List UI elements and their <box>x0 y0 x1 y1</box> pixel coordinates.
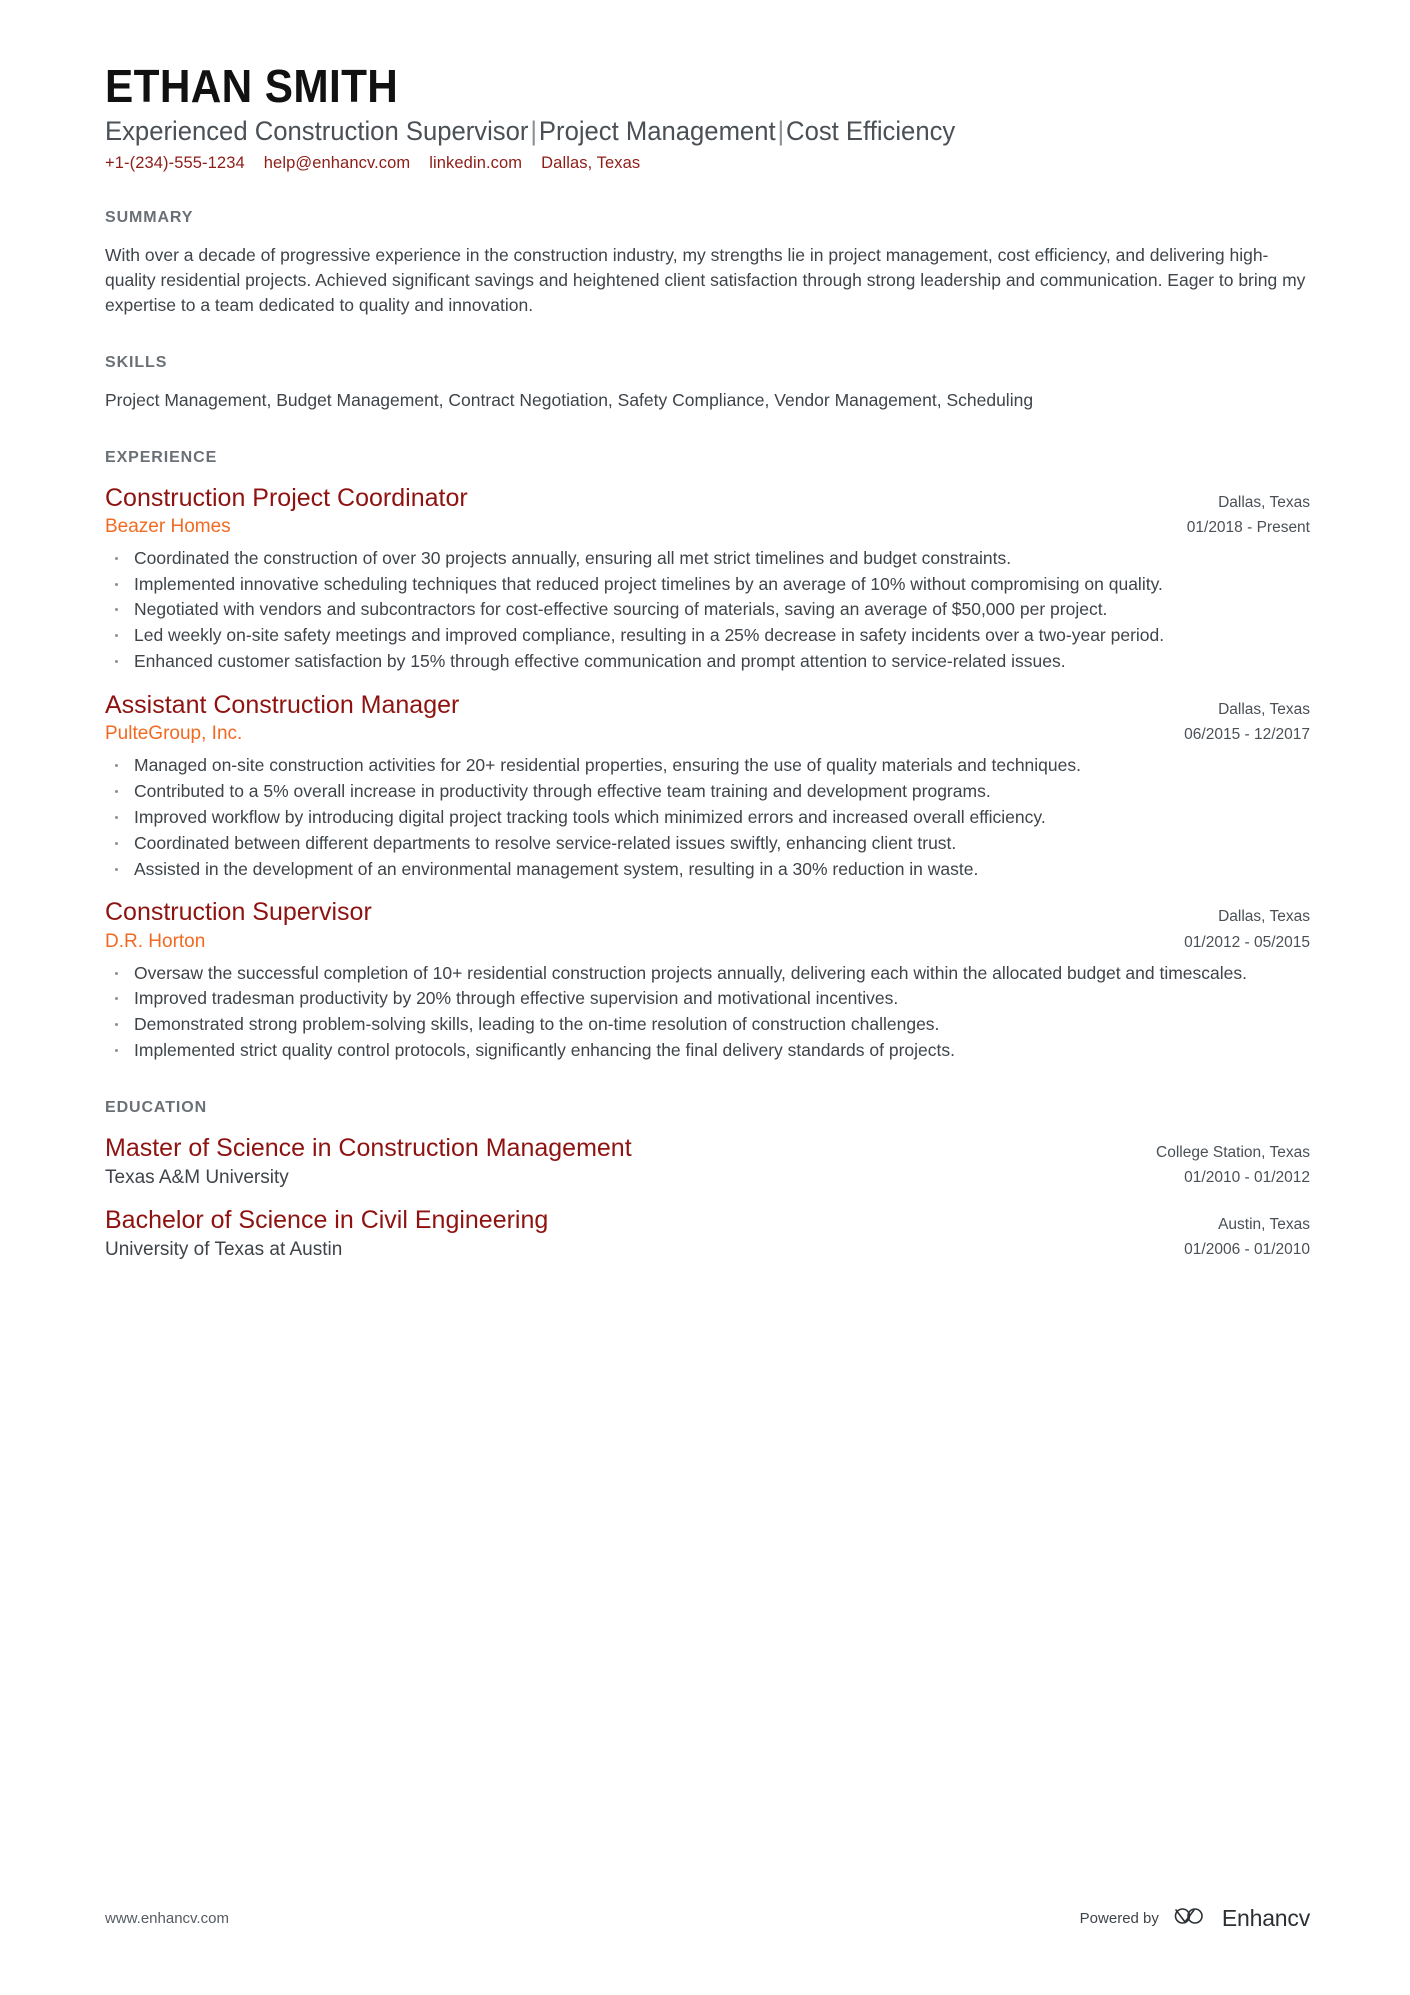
candidate-name: ETHAN SMITH <box>105 60 399 112</box>
experience-role: Construction Supervisor <box>105 898 372 927</box>
contact-row <box>105 154 1310 173</box>
section-skills <box>105 354 1310 413</box>
education-entry-meta <box>1164 1205 1310 1262</box>
headline-divider-1: | <box>530 116 538 147</box>
experience-bullets <box>105 753 1310 881</box>
page-footer <box>105 1904 1310 1933</box>
education-dates: 01/2006 - 01/2010 <box>1184 1241 1310 1259</box>
experience-dates: 06/2015 - 12/2017 <box>1184 726 1310 744</box>
resume-header <box>105 62 1310 173</box>
enhancv-brand <box>1173 1904 1310 1933</box>
candidate-headline <box>105 116 1250 148</box>
education-entry-head <box>105 1133 1310 1191</box>
education-location: College Station, Texas <box>1156 1144 1310 1161</box>
education-entry-head <box>105 1205 1310 1263</box>
bullet-item: Oversaw the successful completion of 10+ residential construction projects annually, delivering each within the allocated budget and timescales. <box>105 961 1310 986</box>
headline-divider-2: | <box>777 116 785 147</box>
section-summary <box>105 209 1310 318</box>
section-title-education: EDUCATION <box>105 1099 208 1116</box>
experience-entry-left <box>105 483 1167 540</box>
experience-entry-meta <box>1164 690 1310 747</box>
bullet-item: Implemented strict quality control protocols, significantly enhancing the final delivery standards of projects. <box>105 1038 1310 1063</box>
bullet-item: Coordinated between different departments to resolve service-related issues swiftly, enhancing client trust. <box>105 831 1310 856</box>
experience-location: Dallas, Texas <box>1218 493 1310 511</box>
headline-part-1: Experienced Construction Supervisor <box>105 116 529 147</box>
experience-entry-left <box>105 897 1164 954</box>
bullet-item: Demonstrated strong problem-solving skills, leading to the on-time resolution of construction challenges. <box>105 1012 1310 1037</box>
section-title-summary: SUMMARY <box>105 209 194 227</box>
footer-branding <box>1080 1904 1310 1933</box>
experience-location: Dallas, Texas <box>1218 908 1310 926</box>
experience-dates: 01/2012 - 05/2015 <box>1184 933 1310 951</box>
bullet-item: Managed on-site construction activities for 20+ residential properties, ensuring the use of quality materials and techniques. <box>105 753 1310 778</box>
summary-text: With over a decade of progressive experience in the construction industry, my strengths lie in project management, cost efficiency, and delivering high-quality residential projects. Achieved significant savings and heightened client satisfaction through strong leadership and communication. Eager to bring my expertise to a team dedicated to quality and innovation. <box>105 245 1306 315</box>
experience-company: D.R. Horton <box>105 930 206 952</box>
education-entry-left <box>105 1133 1136 1191</box>
experience-role: Assistant Construction Manager <box>105 690 460 719</box>
headline-part-2: Project Management <box>538 116 776 147</box>
section-title-skills: SKILLS <box>105 353 168 371</box>
experience-entry-head <box>105 897 1310 954</box>
experience-role: Construction Project Coordinator <box>105 483 468 512</box>
experience-entry-left <box>105 690 1164 747</box>
enhancv-brand-name: Enhancv <box>1221 1905 1310 1931</box>
experience-entry-head <box>105 483 1310 540</box>
contact-phone[interactable]: +1-(234)-555-1234 <box>105 154 245 173</box>
education-entry <box>105 1205 1310 1263</box>
experience-entry-head <box>105 690 1310 747</box>
bullet-item: Improved workflow by introducing digital project tracking tools which minimized errors and increased overall efficiency. <box>105 805 1310 830</box>
experience-entry <box>105 690 1310 881</box>
bullet-item: Improved tradesman productivity by 20% through effective supervision and motivational incentives. <box>105 986 1310 1011</box>
education-degree: Bachelor of Science in Civil Engineering <box>105 1205 549 1234</box>
bullet-item: Implemented innovative scheduling techniques that reduced project timelines by an average of 10% without compromising on quality. <box>105 572 1310 597</box>
education-degree: Master of Science in Construction Management <box>105 1134 632 1162</box>
enhancv-logo-icon <box>1173 1904 1213 1933</box>
experience-company: PulteGroup, Inc. <box>105 723 243 745</box>
experience-entry-meta <box>1164 897 1310 954</box>
education-entry-left <box>105 1205 1164 1263</box>
bullet-item: Assisted in the development of an environmental management system, resulting in a 30% reduction in waste. <box>105 857 1310 882</box>
powered-by-label: Powered by <box>1079 1910 1159 1927</box>
experience-company: Beazer Homes <box>105 515 231 537</box>
contact-email[interactable]: help@enhancv.com <box>263 154 411 173</box>
section-education <box>105 1099 1310 1263</box>
education-entry-meta <box>1136 1133 1310 1190</box>
section-title-experience: EXPERIENCE <box>105 448 218 466</box>
education-entry <box>105 1133 1310 1191</box>
education-dates: 01/2010 - 01/2012 <box>1184 1169 1310 1187</box>
section-experience <box>105 449 1310 1063</box>
contact-location: Dallas, Texas <box>541 154 641 173</box>
experience-dates: 01/2018 - Present <box>1186 518 1310 536</box>
experience-entry-meta <box>1167 483 1310 540</box>
bullet-item: Enhanced customer satisfaction by 15% through effective communication and prompt attention to service-related issues. <box>105 649 1310 674</box>
experience-bullets <box>105 546 1310 674</box>
footer-website-url[interactable]: www.enhancv.com <box>105 1910 229 1927</box>
bullet-item: Coordinated the construction of over 30 projects annually, ensuring all met strict timelines and budget constraints. <box>105 546 1310 571</box>
experience-bullets <box>105 961 1310 1063</box>
bullet-item: Negotiated with vendors and subcontractors for cost-effective sourcing of materials, saving an average of $50,000 per project. <box>105 597 1310 622</box>
headline-part-3: Cost Efficiency <box>786 116 956 147</box>
education-location: Austin, Texas <box>1218 1215 1310 1233</box>
experience-location: Dallas, Texas <box>1218 700 1310 718</box>
education-school: Texas A&M University <box>105 1167 289 1189</box>
bullet-item: Led weekly on-site safety meetings and improved compliance, resulting in a 25% decrease in safety incidents over a two-year period. <box>105 623 1310 648</box>
education-school: University of Texas at Austin <box>105 1239 343 1261</box>
experience-entry <box>105 483 1310 674</box>
bullet-item: Contributed to a 5% overall increase in productivity through effective team training and development programs. <box>105 779 1310 804</box>
experience-entry <box>105 897 1310 1063</box>
contact-linkedin[interactable]: linkedin.com <box>429 154 523 173</box>
skills-text: Project Management, Budget Management, Contract Negotiation, Safety Compliance, Vendor Management, Scheduling <box>105 389 1034 410</box>
